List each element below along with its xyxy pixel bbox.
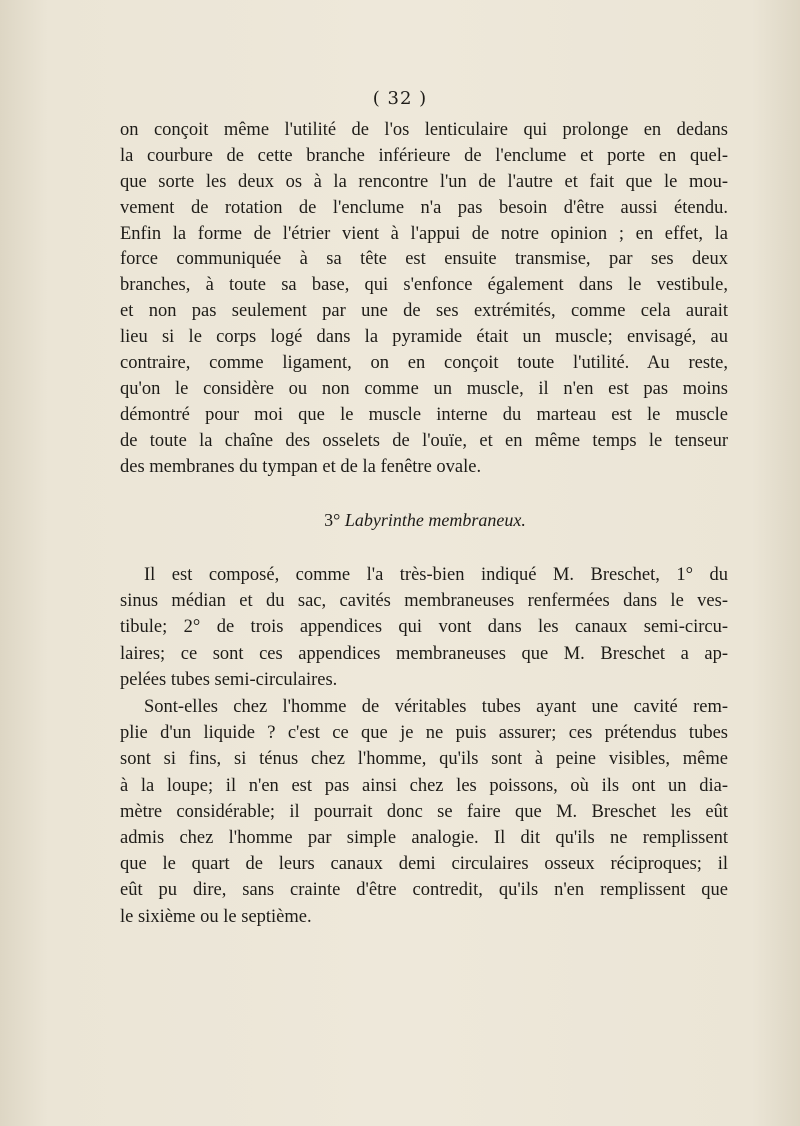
text-line: Sont-elles chez l'homme de véritables tubes ayant une cavité rem- (144, 697, 728, 717)
text-line: sinus médian et du sac, cavités membraneuses renfermées dans le ves- (120, 591, 728, 612)
text-line: mètre considérable; il pourrait donc se faire que M. Breschet les eût (120, 801, 728, 822)
paragraph-tubes (120, 694, 728, 930)
text-line: eût pu dire, sans crainte d'être contredit, qu'ils n'en remplissent que (120, 880, 728, 901)
text-line: lieu si le corps logé dans la pyramide était un muscle; envisagé, au (120, 327, 728, 348)
text-line: branches, à toute sa base, qui s'enfonce également dans le vestibule, (120, 275, 728, 296)
text-line: pelées tubes semi-circulaires. (120, 669, 338, 690)
text-line: des membranes du tympan et de la fenêtre ovale. (120, 456, 482, 477)
text-line: à la loupe; il n'en est pas ainsi chez les poissons, où ils ont un dia- (120, 775, 728, 796)
text-line: on conçoit même l'utilité de l'os lenticulaire qui prolonge en dedans (120, 120, 728, 140)
text-line: sont si fins, si ténus chez l'homme, qu'ils sont à peine visibles, même (120, 749, 728, 770)
text-line: de toute la chaîne des osselets de l'ouïe, et en même temps le tenseur (120, 430, 728, 451)
paragraph-ossicles (120, 118, 728, 480)
text-line: qu'on le considère ou non comme un muscle, il n'en est pas moins (120, 378, 728, 399)
text-line: laires; ce sont ces appendices membraneuses que M. Breschet a ap- (120, 643, 728, 664)
text-line: la courbure de cette branche inférieure de l'enclume et porte en quel- (120, 145, 728, 166)
page-number: ( 32 ) (372, 88, 428, 109)
text-line: démontré pour moi que le muscle interne du marteau est le muscle (120, 404, 728, 425)
text-line: Il est composé, comme l'a très-bien indiqué M. Breschet, 1° du (144, 565, 728, 585)
paragraph-composition (120, 562, 728, 693)
section-heading (0, 510, 800, 531)
text-line: contraire, comme ligament, on en conçoit toute l'utilité. Au reste, (120, 353, 728, 374)
text-line: force communiquée à sa tête est ensuite transmise, par ses deux (120, 249, 728, 270)
text-line: que sorte les deux os à la rencontre l'un de l'autre et fait que le mou- (120, 171, 728, 192)
text-line: vement de rotation de l'enclume n'a pas besoin d'être aussi étendu. (120, 197, 728, 218)
text-line: plie d'un liquide ? c'est ce que je ne puis assurer; ces prétendus tubes (120, 723, 728, 744)
section-title: Labyrinthe membraneux. (344, 510, 526, 530)
text-line: le sixième ou le septième. (120, 906, 312, 927)
text-line: que le quart de leurs canaux demi circulaires osseux réciproques; il (120, 854, 728, 875)
text-line: Enfin la forme de l'étrier vient à l'appui de notre opinion ; en effet, la (120, 223, 728, 244)
text-line: et non pas seulement par une de ses extrémités, comme cela aurait (120, 301, 728, 322)
section-number: 3° (324, 510, 341, 530)
text-line: admis chez l'homme par simple analogie. Il dit qu'ils ne remplissent (120, 827, 728, 848)
text-line: tibule; 2° de trois appendices qui vont dans les canaux semi-circu- (120, 617, 728, 638)
